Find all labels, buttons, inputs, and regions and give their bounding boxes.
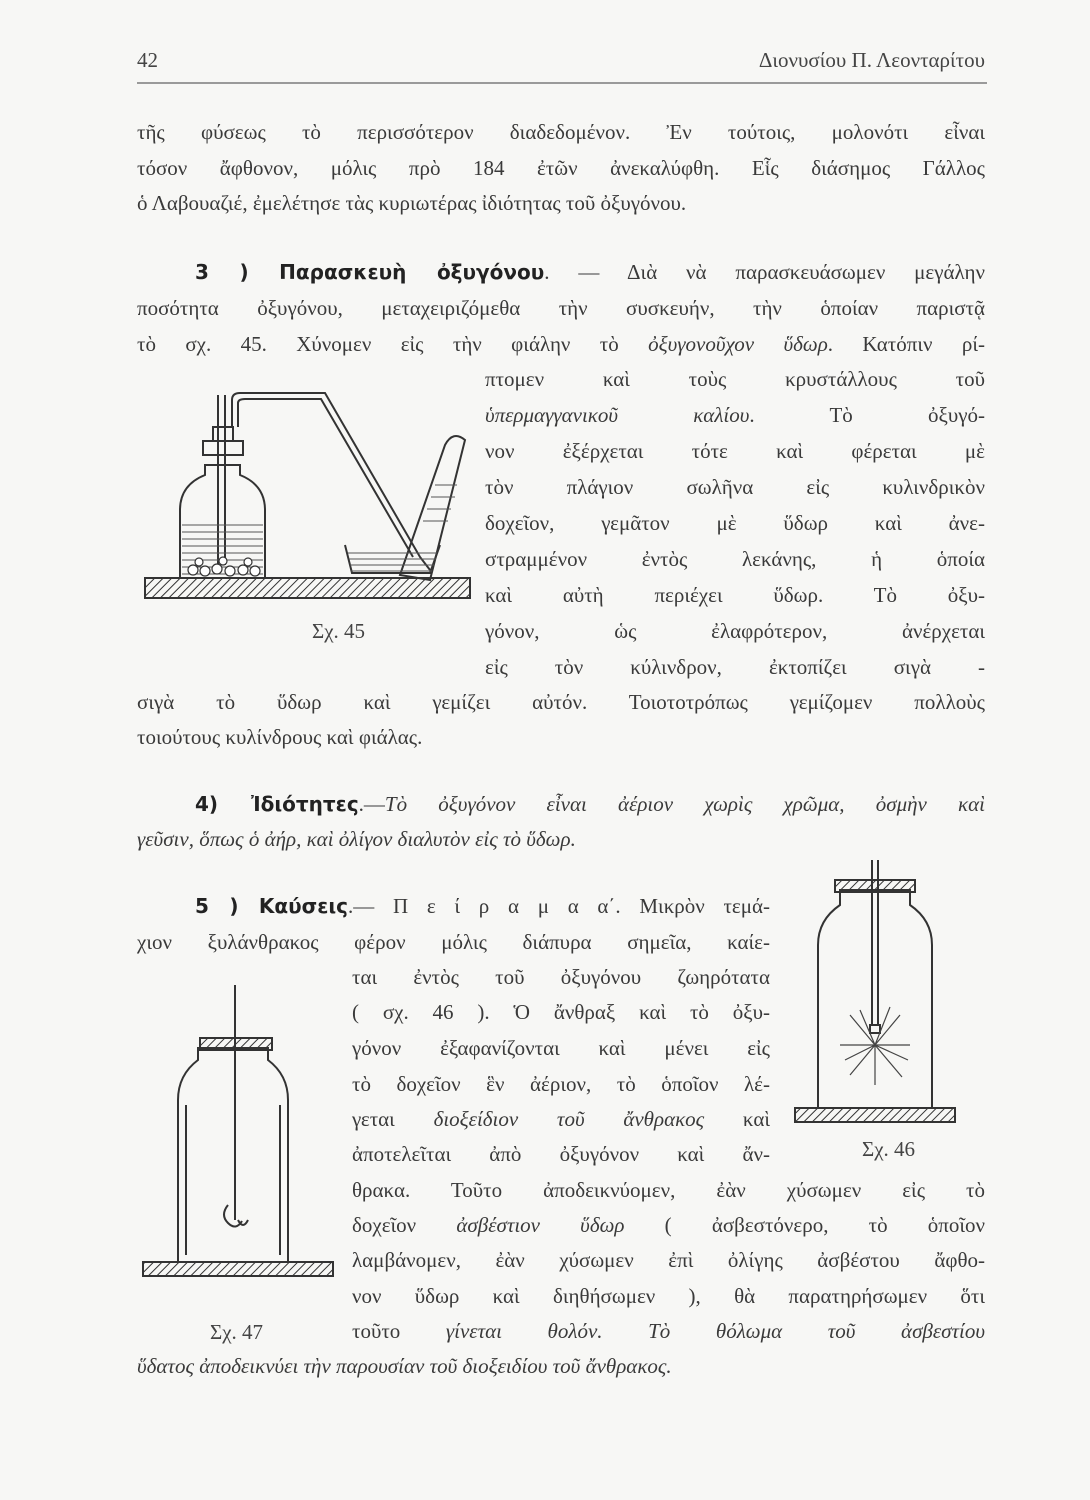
figure-47-caption: Σχ. 47	[210, 1320, 264, 1344]
italic-text: Τὸ ὀξυγόνον εἶναι ἀέριον χωρὶς χρῶμα, ὀσμὴν καὶ	[384, 792, 985, 816]
text-line	[137, 924, 770, 960]
italic-text: ὑπερμαγγανικοῦ καλίου	[485, 403, 750, 427]
text-run: τὸ σχ. 45. Χύνομεν εἰς τὴν φιάλην τὸ	[137, 332, 649, 356]
page-number: 42	[137, 48, 158, 72]
text-run: ὁ Λαβουαζιέ, ἐμελέτησε τὰς κυριωτέρας ἰδιότητας τοῦ ὀξυγόνου.	[137, 191, 687, 215]
text-line	[137, 290, 985, 326]
text-line	[137, 185, 985, 221]
text-run: .— Π ε ί ρ α μ α α΄. Μικρὸν τεμά-	[348, 894, 770, 918]
text-line	[485, 397, 985, 433]
section-heading: 3 ) Παρασκευὴ ὀξυγόνου	[195, 260, 545, 284]
section-heading: 4) Ἰδιότητες	[195, 792, 359, 816]
italic-text: διοξείδιον τοῦ ἄνθρακος	[433, 1107, 705, 1131]
text-line	[352, 1030, 770, 1066]
text-run: χιον ξυλάνθρακος φέρον μόλις διάπυρα σημεῖα, καίε-	[137, 930, 770, 954]
text-line	[137, 326, 985, 362]
text-run: νον ὕδωρ καὶ διηθήσωμεν ), θὰ παρατηρήσωμεν ὅτι	[352, 1284, 985, 1308]
text-line	[137, 1348, 985, 1384]
text-line	[485, 649, 985, 685]
text-line	[352, 959, 770, 995]
italic-text: ἀσβέστιον ὕδωρ	[456, 1213, 625, 1237]
text-line	[137, 150, 985, 186]
text-line	[137, 821, 985, 857]
text-line	[352, 1313, 985, 1349]
text-run: ποσότητα ὀξυγόνου, μεταχειριζόμεθα τὴν συσκευήν, τὴν ὁποίαν παριστᾷ	[137, 296, 985, 320]
text-line	[352, 1172, 985, 1208]
text-line	[352, 994, 770, 1030]
italic-text: ὀξυγονοῦχον ὕδωρ	[648, 332, 828, 356]
text-run: θρακα. Τοῦτο ἀποδεικνύομεν, ἐὰν χύσωμεν εἰς τὸ	[352, 1178, 985, 1202]
figure-47-bottle	[138, 980, 338, 1290]
text-line	[352, 1278, 985, 1314]
text-run: πτομεν καὶ τοὺς κρυστάλλους τοῦ	[485, 367, 985, 391]
text-line	[137, 114, 985, 150]
text-run: εἰς τὸν κύλινδρον, ἐκτοπίζει σιγὰ -	[485, 655, 985, 679]
text-line	[352, 1136, 770, 1172]
text-line	[352, 1242, 985, 1278]
text-line	[195, 888, 770, 924]
text-line	[485, 577, 985, 613]
figure-45-caption: Σχ. 45	[312, 619, 366, 643]
text-run: . Τὸ ὀξυγό-	[749, 403, 985, 427]
text-line	[195, 254, 985, 290]
text-run: ( ἀσβεστόνερο, τὸ ὁποῖον	[624, 1213, 985, 1237]
text-run: στραμμένον ἐντὸς λεκάνης, ἡ ὁποία	[485, 547, 985, 571]
text-line	[485, 541, 985, 577]
text-run: .—	[358, 792, 385, 816]
text-run: λαμβάνομεν, ἐὰν χύσωμεν ἐπὶ ὀλίγης ἀσβέστου ἄφθο-	[352, 1248, 985, 1272]
text-run: δοχεῖον, γεμᾶτον μὲ ὕδωρ καὶ ἀνε-	[485, 511, 985, 535]
figure-46-caption: Σχ. 46	[862, 1137, 916, 1161]
text-line	[137, 684, 985, 720]
text-run: γόνον, ὡς ἐλαφρότερον, ἀνέρχεται	[485, 619, 985, 643]
text-run: τῆς φύσεως τὸ περισσότερον διαδεδομένον. Ἐν τούτοις, μολονότι εἶναι	[137, 120, 985, 144]
text-run: τοῦτο	[352, 1319, 446, 1343]
text-run: καὶ αὐτὴ περιέχει ὕδωρ. Τὸ ὀξυ-	[485, 583, 985, 607]
text-run: τὸν πλάγιον σωλῆνα εἰς κυλινδρικὸν	[485, 475, 985, 499]
text-run: τόσον ἄφθονον, μόλις πρὸ 184 ἐτῶν ἀνεκαλύφθη. Εἷς διάσημος Γάλλος	[137, 156, 985, 180]
text-line	[352, 1066, 770, 1102]
text-run: σιγὰ τὸ ὕδωρ καὶ γεμίζει αὐτόν. Τοιοτοτρόπως γεμίζομεν πολλοὺς	[137, 690, 985, 714]
text-line	[485, 361, 985, 397]
text-run: ἀποτελεῖται ἀπὸ ὀξυγόνον καὶ ἄν-	[352, 1142, 770, 1166]
text-run: . Κατόπιν ρί-	[827, 332, 985, 356]
running-title: Διονυσίου Π. Λεονταρίτου	[758, 48, 985, 72]
italic-text: ὕδατος ἀποδεικνύει τὴν παρουσίαν τοῦ διοξειδίου τοῦ ἄνθρακος.	[137, 1354, 672, 1378]
text-line	[485, 613, 985, 649]
figure-46-bottle-burning	[790, 855, 960, 1125]
text-run: γεται	[352, 1107, 434, 1131]
text-line	[485, 469, 985, 505]
italic-text: γίνεται θολόν. Τὸ θόλωμα τοῦ ἀσβεστίου	[445, 1319, 985, 1343]
header-rule	[137, 82, 987, 84]
text-line	[352, 1101, 770, 1137]
figure-45-apparatus	[135, 385, 475, 610]
text-run: τὸ δοχεῖον ἓν ἀέριον, τὸ ὁποῖον λέ-	[352, 1072, 770, 1096]
text-line	[195, 786, 985, 822]
text-run: νον ἐξέρχεται τότε καὶ φέρεται μὲ	[485, 439, 985, 463]
text-run: καὶ	[704, 1107, 770, 1131]
text-run: ( σχ. 46 ). Ὁ ἄνθραξ καὶ τὸ ὀξυ-	[352, 1000, 770, 1024]
text-run: γόνον ἐξαφανίζονται καὶ μένει εἰς	[352, 1036, 770, 1060]
text-run: τοιούτους κυλίνδρους καὶ φιάλας.	[137, 725, 423, 749]
text-line	[485, 433, 985, 469]
text-run: ται ἐντὸς τοῦ ὀξυγόνου ζωηρότατα	[352, 965, 770, 989]
italic-text: γεῦσιν, ὅπως ὁ ἀήρ, καὶ ὀλίγον διαλυτὸν εἰς τὸ ὕδωρ.	[137, 827, 576, 851]
text-run: δοχεῖον	[352, 1213, 457, 1237]
text-line	[137, 719, 985, 755]
text-run: . — Διὰ νὰ παρασκευάσωμεν μεγάλην	[544, 260, 985, 284]
text-line	[352, 1207, 985, 1243]
text-line	[485, 505, 985, 541]
section-heading: 5 ) Καύσεις	[195, 894, 349, 918]
